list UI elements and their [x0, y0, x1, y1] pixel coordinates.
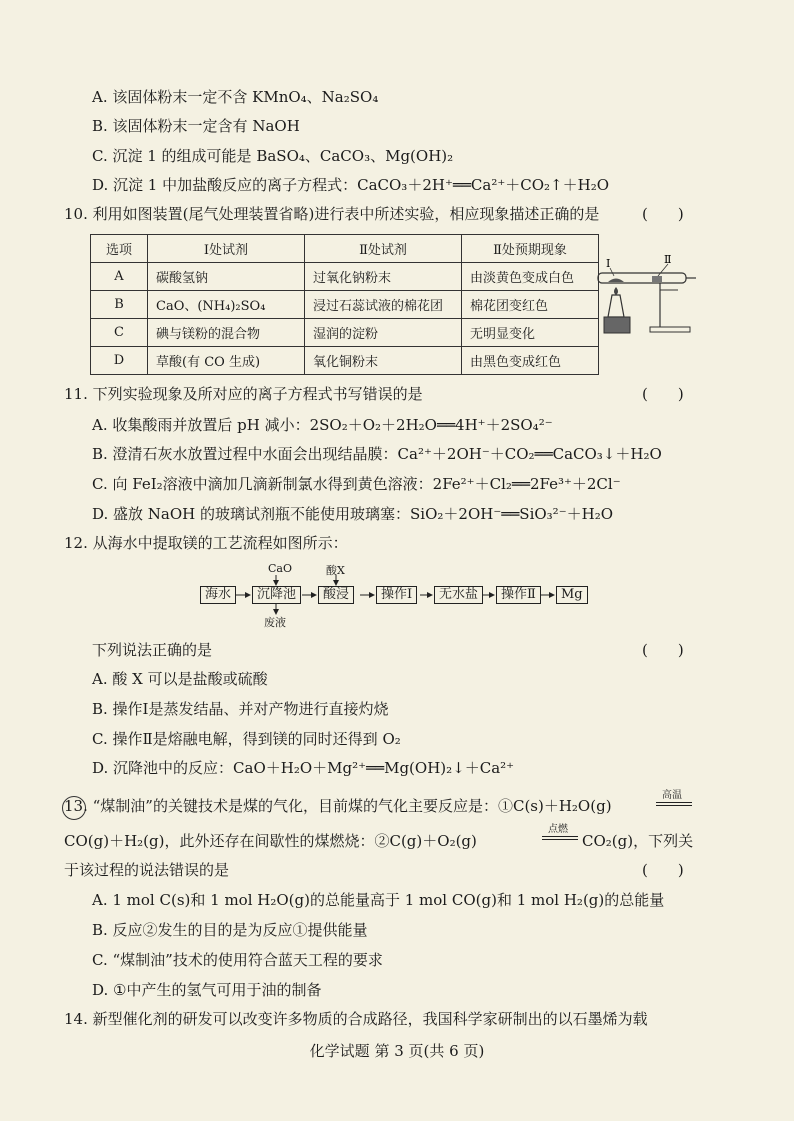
- table-header: Ⅰ处试剂: [148, 235, 305, 263]
- table-cell: 碳酸氢钠: [148, 263, 305, 291]
- table-cell: CaO、(NH₄)₂SO₄: [148, 291, 305, 319]
- flow-output-waste: 废液: [264, 616, 286, 629]
- apparatus-figure: [590, 245, 702, 340]
- q10-table: [90, 234, 599, 375]
- flow-box-seawater: 海水: [200, 586, 236, 604]
- flow-box-operation-1: 操作Ⅰ: [376, 586, 417, 604]
- table-row: [91, 319, 599, 347]
- q12-option-a: A. 酸 X 可以是盐酸或硫酸: [92, 670, 268, 688]
- q9-option-c: C. 沉淀 1 的组成可能是 BaSO₄、CaCO₃、Mg(OH)₂: [92, 147, 454, 165]
- table-row: [91, 347, 599, 375]
- q11-answer-paren: ( ): [642, 385, 684, 403]
- q9-option-d: D. 沉淀 1 中加盐酸反应的离子方程式：CaCO₃＋2H⁺══Ca²⁺＋CO₂↑＋H₂O: [92, 176, 610, 194]
- q13-condition-high-temp: 高温: [662, 790, 682, 801]
- q12-flowchart: [190, 562, 590, 632]
- q9-option-b: B. 该固体粉末一定含有 NaOH: [92, 117, 300, 135]
- q11-option-d: D. 盛放 NaOH 的玻璃试剂瓶不能使用玻璃塞：SiO₂＋2OH⁻══SiO₃²⁻＋H₂O: [92, 505, 614, 523]
- flow-arrows: [190, 562, 590, 632]
- q11-option-b: B. 澄清石灰水放置过程中水面会出现结晶膜：Ca²⁺＋2OH⁻＋CO₂══CaCO₃↓＋H₂O: [92, 445, 662, 463]
- flame-icon: [614, 287, 618, 295]
- table-cell: 碘与镁粉的混合物: [148, 319, 305, 347]
- table-cell: 过氧化钠粉末: [305, 263, 462, 291]
- q14-stem: 14. 新型催化剂的研发可以改变许多物质的合成路径，我国科学家研制出的以石墨烯为载: [64, 1010, 648, 1028]
- flow-box-acid-leach: 酸浸: [318, 586, 354, 604]
- table-header-row: [91, 235, 599, 263]
- table-cell: 棉花团变红色: [462, 291, 599, 319]
- q9-option-a: A. 该固体粉末一定不含 KMnO₄、Na₂SO₄: [92, 88, 379, 106]
- q12-answer-paren: ( ): [642, 641, 684, 659]
- flow-box-operation-2: 操作Ⅱ: [496, 586, 541, 604]
- q13-option-d: D. ①中产生的氢气可用于油的制备: [92, 981, 322, 999]
- reagent-2-mark: [652, 276, 662, 282]
- reagent-1-mark: [608, 279, 624, 283]
- burner-block: [604, 317, 630, 333]
- q13-equals-2: [542, 836, 578, 840]
- q13-line-3: 于该过程的说法错误的是: [64, 861, 230, 879]
- q11-stem: 11. 下列实验现象及所对应的离子方程式书写错误的是: [64, 385, 423, 403]
- table-cell: 浸过石蕊试液的棉花团: [305, 291, 462, 319]
- flow-box-anhydrous-salt: 无水盐: [434, 586, 483, 604]
- q12-option-c: C. 操作Ⅱ是熔融电解，得到镁的同时还得到 O₂: [92, 730, 401, 748]
- flow-input-cao: CaO: [268, 562, 292, 575]
- table-cell: A: [91, 263, 148, 291]
- table-cell: 由淡黄色变成白色: [462, 263, 599, 291]
- table-header: Ⅱ处试剂: [305, 235, 462, 263]
- q13-option-c: C. “煤制油”技术的使用符合蓝天工程的要求: [92, 951, 383, 969]
- q10-stem: 10. 利用如图装置(尾气处理装置省略)进行表中所述实验，相应现象描述正确的是: [64, 205, 600, 223]
- q12-option-b: B. 操作Ⅰ是蒸发结晶、并对产物进行直接灼烧: [92, 700, 389, 718]
- table-cell: B: [91, 291, 148, 319]
- table-cell: 湿润的淀粉: [305, 319, 462, 347]
- q11-option-a: A. 收集酸雨并放置后 pH 减小：2SO₂＋O₂＋2H₂O══4H⁺＋2SO₄²⁻: [92, 416, 553, 434]
- q13-line-2a: CO(g)＋H₂(g)，此外还存在间歇性的煤燃烧：②C(g)＋O₂(g): [64, 832, 477, 850]
- q11-option-c: C. 向 FeI₂溶液中滴加几滴新制氯水得到黄色溶液：2Fe²⁺＋Cl₂══2Fe³⁺＋2Cl⁻: [92, 475, 621, 493]
- burner: [608, 295, 624, 317]
- q13-option-b: B. 反应②发生的目的是为反应①提供能量: [92, 921, 368, 939]
- q12-option-d: D. 沉降池中的反应：CaO＋H₂O＋Mg²⁺══Mg(OH)₂↓＋Ca²⁺: [92, 759, 515, 777]
- flow-input-acid-x: 酸X: [326, 564, 345, 577]
- table-cell: 氧化铜粉末: [305, 347, 462, 375]
- table-cell: 草酸(有 CO 生成): [148, 347, 305, 375]
- label-i: Ⅰ: [606, 257, 611, 270]
- table-cell: 无明显变化: [462, 319, 599, 347]
- flow-box-settling-tank: 沉降池: [252, 586, 301, 604]
- table-header: 选项: [91, 235, 148, 263]
- table-header: Ⅱ处预期现象: [462, 235, 599, 263]
- label-ii: Ⅱ: [664, 253, 672, 266]
- page-footer: 化学试题 第 3 页(共 6 页): [309, 1042, 485, 1060]
- flow-box-mg: Mg: [556, 586, 588, 604]
- q12-sub-stem: 下列说法正确的是: [92, 641, 213, 659]
- q13-condition-ignite: 点燃: [548, 824, 568, 835]
- q13-answer-paren: ( ): [642, 861, 684, 879]
- q13-option-a: A. 1 mol C(s)和 1 mol H₂O(g)的总能量高于 1 mol CO(g)和 1 mol H₂(g)的总能量: [92, 891, 665, 909]
- q12-stem: 12. 从海水中提取镁的工艺流程如图所示：: [64, 534, 348, 552]
- table-cell: 由黑色变成红色: [462, 347, 599, 375]
- table-row: [91, 263, 599, 291]
- table-row: [91, 291, 599, 319]
- q13-line-1: 13. “煤制油”的关键技术是煤的气化，目前煤的气化主要反应是：①C(s)＋H₂O(g): [64, 797, 612, 815]
- q10-answer-paren: ( ): [642, 205, 684, 223]
- table-cell: D: [91, 347, 148, 375]
- q13-equals-1: [656, 802, 692, 806]
- table-cell: C: [91, 319, 148, 347]
- q13-line-2b: CO₂(g)，下列关: [582, 832, 694, 850]
